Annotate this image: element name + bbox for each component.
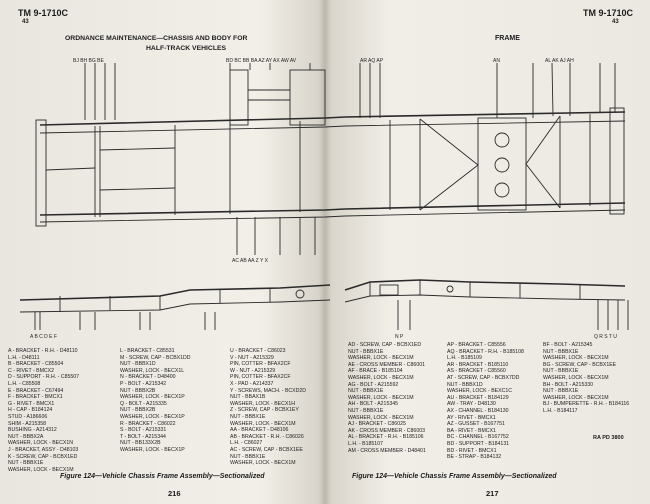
tm-number-right: TM 9-1710C — [583, 8, 634, 18]
callout-right-bottom-2: Q R S T U — [594, 334, 617, 340]
legend-left-col2: L - BRACKET - C85531 M - SCREW, CAP - BCBX1DD NUT - BBBX1D WASHER, LOCK - BECX1L N - BRACKET - D48400 P - BOLT - A215342 NUT - BBBX2B WASHER, LOCK - BECX1P Q - BOLT - A215335 NUT - BBBX2B WASHER, LOCK - BECX1P R - BRACKET - C86022 S - BOLT - A215331 T - BOLT - A215344 NUT - BB133X2B WASHER, LOCK - BECX1P — [120, 348, 191, 453]
figure-caption-left: Figure 124—Vehicle Chassis Frame Assembly—Sectionalized — [60, 473, 265, 480]
legend-right-col3: BF - BOLT - A215345 NUT - BBBX1E WASHER, LOCK - BECX1M BG - SCREW, CAP - BCBX1EE NUT - BBBX1E WASHER, LOCK - BECX1M BH - BOLT - A215330 NUT - BBBX1E WASHER, LOCK - BECX1M BJ - BUMPERETTE - R.H. - B184116 L.H. - B184117 — [543, 342, 630, 414]
legend-left-col3: U - BRACKET - C86023 V - NUT - A215329 PIN, COTTER - BFAX2CF W - NUT - A215329 PIN, COTTER - BFAX2CF X - PAD - A214337 Y - SCREWS, MACH. - BCXD2D NUT - BBAX1B WASHER, LOCK - BECX1H Z - SCREW, CAP - BCBX1EY NUT - BBBX1E WASHER, LOCK - BECX1M AA - BRACKET - D48106 AB - BRACKET - R.H. - C86026 L.H. - C86027 AC - SCREW, CAP - BCBX1EE NUT - BBBX1E WASHER, LOCK - BECX1M — [230, 348, 306, 467]
legend-left-col1: A - BRACKET - R.H. - D48110 L.H. - D48111 B - BRACKET - C85504 C - RIVET - BMCX2 D - SUPPORT - R.H. - C85507 L.H. - C85508 E - BRACKET - C67494 F - BRACKET - BMCX1 G - RIVET - BMCX1 H - CAP - B184124 STUD - A186606 SHIM - A215358 BUSHING - A214312 NUT - BBBX2A WASHER, LOCK - BECX1N J - BRACKET, ASSY - D48103 K - SCREW, CAP - BCBX1ED NUT - BBBX1E WASHER, LOCK - BECX1M — [8, 348, 80, 473]
page-title-right: FRAME — [495, 35, 520, 42]
callout-right-top: AR AQ AP — [360, 58, 384, 64]
callout-left-top-2: BD BC BB BA AZ AY AX AW AV — [226, 58, 297, 64]
page-number-right: 217 — [486, 489, 499, 498]
tm-sub-right: 43 — [612, 19, 619, 25]
tm-sub-left: 43 — [22, 19, 29, 25]
callout-left-top: BJ BH BG BE — [73, 58, 104, 64]
legend-right-col1: AD - SCREW, CAP - BCBX1ED NUT - BBBX1E WASHER, LOCK - BECX1M AE - CROSS MEMBER - C86001 AF - BRACE - B185104 WASHER, LOCK - BECX1M AG - BOLT - A215592 NUT - BBBX1E WASHER, LOCK - BECX1M AH - BOLT - A215345 NUT - BBBX1E WASHER, LOCK - BECX1M AJ - BRACKET - C86025 AK - CROSS MEMBER - C86003 AL - BRACKET - R.H. - B185106 L.H. - B185107 AM - CROSS MEMBER - D48401 — [348, 342, 426, 454]
page-number-left: 216 — [168, 489, 181, 498]
callout-right-top-3: AL AK AJ AH — [545, 58, 574, 64]
callout-right-bottom: N P — [395, 334, 404, 340]
legend-right-col2: AP - BRACKET - C85556 AQ - BRACKET - R.H. - B185108 L.H. - B185109 AR - BRACKET - B185110 AS - BRACKET - C85560 AT - SCREW, CAP - BCBX7DD NUT - BBBX1D WASHER, LOCK - BEXC1C AU - BRACKET - B184129 AW - TRAY - D48130 AX - CHANNEL - B184130 AY - RIVET - BMCX1 AZ - GUSSET - B167751 BA - RIVET - BMCX1 BC - CHANNEL - B167752 BD - SUPPORT - B184131 BD - RIVET - BMCX1 BE - STRAP - B184132 — [447, 342, 524, 461]
tm-number-left: TM 9-1710C — [18, 8, 69, 18]
callout-left-mid: AC AB AA Z Y X — [232, 258, 268, 264]
page-subtitle-left: HALF-TRACK VEHICLES — [146, 45, 227, 52]
callout-right-top-2: AN — [493, 58, 500, 64]
callout-left-bottom: A B C D E F — [30, 334, 57, 340]
ra-pd-number: RA PD 3800 — [593, 435, 624, 441]
figure-caption-right: Figure 124—Vehicle Chassis Frame Assembly—Sectionalized — [352, 473, 557, 480]
page-title-left: ORDNANCE MAINTENANCE—CHASSIS AND BODY FOR — [65, 35, 248, 42]
